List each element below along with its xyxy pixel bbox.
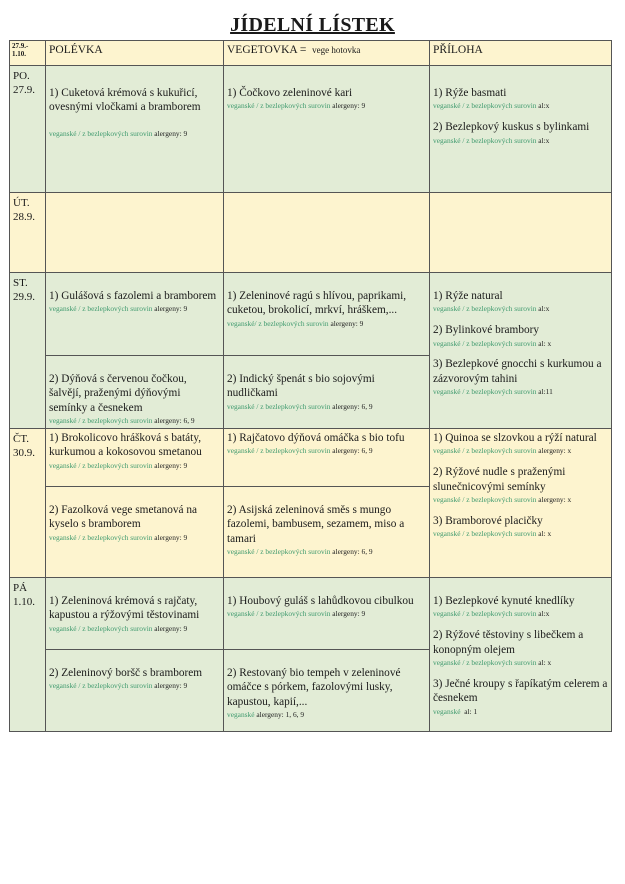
cell-veg bbox=[224, 193, 430, 273]
cell-veg bbox=[224, 578, 430, 650]
vegan-tag: veganské/ z bezlepkových surovin bbox=[227, 318, 329, 328]
vegan-tag: veganské / z bezlepkových surovin bbox=[227, 547, 331, 557]
cell-soup bbox=[46, 487, 224, 578]
day-name: PO. bbox=[13, 70, 30, 82]
side-item bbox=[433, 86, 608, 111]
dish-note bbox=[433, 101, 608, 111]
allergens: al:11 bbox=[538, 387, 553, 397]
vegan-tag: veganské / z bezlepkových surovin bbox=[227, 446, 331, 456]
allergens: alergeny: 9 bbox=[154, 128, 188, 138]
day-label-monday bbox=[10, 66, 46, 193]
vegan-tag: veganské / z bezlepkových surovin bbox=[433, 529, 537, 539]
vegan-tag: veganské / z bezlepkových surovin bbox=[433, 135, 537, 145]
row-tuesday bbox=[10, 193, 612, 273]
day-date: 1.10. bbox=[13, 595, 35, 608]
allergens: al:x bbox=[538, 304, 550, 314]
day-name: ČT. bbox=[13, 433, 29, 445]
vegan-tag: veganské / z bezlepkových surovin bbox=[433, 446, 537, 456]
allergens: alergeny: 6, 9 bbox=[332, 547, 373, 557]
cell-side bbox=[430, 429, 612, 578]
dish-note bbox=[433, 495, 608, 505]
vegan-tag: veganské / z bezlepkových surovin bbox=[49, 532, 153, 542]
cell-soup bbox=[46, 356, 224, 429]
header-veg bbox=[224, 41, 430, 66]
dish-note bbox=[49, 129, 220, 139]
vegan-tag: veganské / z bezlepkových surovin bbox=[49, 416, 153, 426]
vegan-tag: veganské / z bezlepkových surovin bbox=[433, 657, 537, 667]
side-item bbox=[433, 628, 608, 668]
cell-veg bbox=[224, 487, 430, 578]
day-date: 27.9. bbox=[13, 83, 35, 96]
vegan-tag: veganské / z bezlepkových surovin bbox=[49, 460, 153, 470]
cell-side bbox=[430, 193, 612, 273]
vegan-tag: veganské bbox=[227, 710, 255, 720]
dish-name: 1) Rajčatovo dýňová omáčka s bio tofu bbox=[227, 432, 405, 444]
vegan-tag: veganské / z bezlepkových surovin bbox=[49, 623, 153, 633]
cell-soup bbox=[46, 578, 224, 650]
dish-name: 3) Ječné kroupy s řapíkatým celerem a česnekem bbox=[433, 677, 608, 705]
vegan-tag: veganské / z bezlepkových surovin bbox=[433, 304, 537, 314]
allergens: alergeny: 9 bbox=[332, 609, 366, 619]
dish-note bbox=[49, 681, 220, 691]
dish-name: 2) Asijská zeleninová směs s mungo fazolemi, bambusem, sezamem, miso a tamari bbox=[227, 504, 405, 545]
row-thursday-1 bbox=[10, 429, 612, 487]
vegan-tag: veganské / z bezlepkových surovin bbox=[227, 101, 331, 111]
allergens: alergeny: 9 bbox=[154, 460, 188, 470]
vegan-tag: veganské / z bezlepkových surovin bbox=[433, 494, 537, 504]
vegan-tag: veganské / z bezlepkových surovin bbox=[227, 609, 331, 619]
dish-note bbox=[227, 547, 426, 557]
page-title: JÍDELNÍ LÍSTEK bbox=[230, 14, 395, 36]
date-range bbox=[10, 41, 46, 66]
dish-note bbox=[433, 707, 608, 717]
menu-table bbox=[9, 40, 612, 732]
header-soup: POLÉVKA bbox=[46, 41, 224, 66]
dish-note bbox=[227, 319, 426, 329]
cell-soup bbox=[46, 193, 224, 273]
dish-note bbox=[433, 609, 608, 619]
dish-note bbox=[227, 446, 426, 456]
cell-side bbox=[430, 273, 612, 429]
dish-name: 2) Bylinkové brambory bbox=[433, 324, 540, 337]
dish-name: 1) Čočkovo zeleninové kari bbox=[227, 87, 353, 99]
allergens: alergeny: x bbox=[538, 446, 572, 456]
dish-name: 1) Bezlepkové kynuté knedlíky bbox=[433, 595, 575, 607]
allergens: alergeny: 9 bbox=[154, 532, 188, 542]
allergens: al: 1 bbox=[464, 706, 478, 716]
header-row bbox=[10, 41, 612, 66]
day-name: PÁ bbox=[13, 582, 28, 594]
side-item bbox=[433, 289, 608, 314]
dish-name: 2) Restovaný bio tempeh v zeleninové omáčce s pórkem, fazolovými lusky, kapustou, kapií,... bbox=[227, 667, 401, 708]
side-item bbox=[433, 357, 608, 397]
allergens: alergeny: 9 bbox=[330, 318, 364, 328]
dish-note bbox=[49, 533, 220, 543]
cell-veg bbox=[224, 650, 430, 732]
dish-name: 1) Zeleninové ragú s hlívou, paprikami, cuketou, brokolicí, mrkví, hráškem,... bbox=[227, 290, 407, 317]
day-name: ST. bbox=[13, 277, 28, 289]
dish-note bbox=[227, 101, 426, 111]
dish-name: 1) Cuketová krémová s kukuřicí, ovesnými vločkami a bramborem bbox=[49, 87, 201, 114]
dish-name: 1) Quinoa se slzovkou a rýží natural bbox=[433, 432, 597, 444]
vegan-tag: veganské bbox=[433, 706, 461, 716]
vegan-tag: veganské / z bezlepkových surovin bbox=[49, 128, 153, 138]
side-item bbox=[433, 120, 608, 145]
header-side: PŘÍLOHA bbox=[430, 41, 612, 66]
cell-veg bbox=[224, 66, 430, 193]
dish-name: 2) Rýžové nudle s praženými slunečnicovými semínky bbox=[433, 466, 566, 493]
day-name: ÚT. bbox=[13, 197, 30, 209]
dish-name: 1) Gulášová s fazolemi a bramborem bbox=[49, 290, 217, 302]
dish-name: 2) Indický špenát s bio sojovými nudličkami bbox=[227, 373, 375, 400]
dish-name: 2) Rýžové těstoviny s libečkem a konopným olejem bbox=[433, 629, 584, 656]
side-item bbox=[433, 465, 608, 505]
cell-side bbox=[430, 578, 612, 732]
dish-note bbox=[433, 339, 608, 349]
allergens: al: x bbox=[538, 657, 552, 667]
day-label-friday bbox=[10, 578, 46, 732]
dish-name: 3) Bramborové placičky bbox=[433, 514, 543, 527]
day-date: 30.9. bbox=[13, 446, 35, 459]
dish-name: 1) Rýže natural bbox=[433, 290, 503, 302]
dish-note bbox=[433, 387, 608, 397]
dish-note bbox=[227, 402, 426, 412]
date-range-start: 27.9.- bbox=[12, 42, 29, 50]
cell-soup bbox=[46, 650, 224, 732]
dish-note bbox=[433, 658, 608, 668]
vegan-tag: veganské / z bezlepkových surovin bbox=[433, 101, 537, 111]
dish-note bbox=[49, 461, 220, 471]
allergens: alergeny: 1, 6, 9 bbox=[256, 710, 305, 720]
allergens: al:x bbox=[538, 101, 550, 111]
cell-soup bbox=[46, 429, 224, 487]
day-date: 29.9. bbox=[13, 290, 35, 303]
vegan-tag: veganské / z bezlepkových surovin bbox=[433, 338, 537, 348]
allergens: alergeny: 9 bbox=[154, 681, 188, 691]
dish-name: 2) Zeleninový boršč s bramborem bbox=[49, 667, 203, 679]
day-date: 28.9. bbox=[13, 210, 35, 223]
dish-note bbox=[433, 136, 608, 146]
dish-name: 2) Bezlepkový kuskus s bylinkami bbox=[433, 121, 590, 134]
dish-note bbox=[49, 624, 220, 634]
dish-name: 1) Brokolicovo hrášková s batáty, kurkumou a kokosovou smetanou bbox=[49, 432, 202, 459]
cell-side bbox=[430, 66, 612, 193]
side-item bbox=[433, 677, 608, 717]
dish-name: 1) Rýže basmati bbox=[433, 87, 507, 99]
allergens: alergeny: 6, 9 bbox=[332, 401, 373, 411]
dish-name: 3) Bezlepkové gnocchi s kurkumou a zázvorovým tahini bbox=[433, 358, 602, 385]
vegan-tag: veganské / z bezlepkových surovin bbox=[49, 681, 153, 691]
row-monday bbox=[10, 66, 612, 193]
day-label-wednesday bbox=[10, 273, 46, 429]
dish-name: 2) Fazolková vege smetanová na kyselo s bramborem bbox=[49, 504, 198, 531]
allergens: al:x bbox=[538, 609, 550, 619]
allergens: al: x bbox=[538, 529, 552, 539]
cell-veg bbox=[224, 429, 430, 487]
vegan-tag: veganské / z bezlepkových surovin bbox=[433, 609, 537, 619]
allergens: alergeny: 6, 9 bbox=[332, 446, 373, 456]
day-label-thursday bbox=[10, 429, 46, 578]
cell-veg bbox=[224, 273, 430, 356]
side-item bbox=[433, 431, 608, 456]
header-veg-label: VEGETOVKA = bbox=[227, 44, 307, 56]
dish-note bbox=[49, 304, 220, 314]
allergens: alergeny: 9 bbox=[332, 101, 366, 111]
allergens: al:x bbox=[538, 135, 550, 145]
dish-name: 2) Dýňová s červenou čočkou, šalvějí, praženými dýňovými semínky a česnekem bbox=[49, 373, 187, 414]
dish-note bbox=[433, 446, 608, 456]
allergens: alergeny: 6, 9 bbox=[154, 416, 195, 426]
vegan-tag: veganské / z bezlepkových surovin bbox=[227, 401, 331, 411]
allergens: alergeny: 9 bbox=[154, 623, 188, 633]
side-item bbox=[433, 594, 608, 619]
side-item bbox=[433, 323, 608, 348]
cell-soup bbox=[46, 66, 224, 193]
dish-note bbox=[433, 529, 608, 539]
vegan-tag: veganské / z bezlepkových surovin bbox=[433, 387, 537, 397]
allergens: alergeny: x bbox=[538, 494, 572, 504]
dish-name: 1) Zeleninová krémová s rajčaty, kapustou a rýžovými těstovinami bbox=[49, 595, 200, 622]
row-wednesday-1 bbox=[10, 273, 612, 356]
dish-note bbox=[433, 304, 608, 314]
row-friday-1 bbox=[10, 578, 612, 650]
allergens: al: x bbox=[538, 338, 552, 348]
cell-veg bbox=[224, 356, 430, 429]
dish-note bbox=[227, 609, 426, 619]
allergens: alergeny: 9 bbox=[154, 304, 188, 314]
date-range-end: 1.10. bbox=[12, 49, 26, 58]
vegan-tag: veganské / z bezlepkových surovin bbox=[49, 304, 153, 314]
dish-name: 1) Houbový guláš s lahůdkovou cibulkou bbox=[227, 595, 414, 607]
side-item bbox=[433, 514, 608, 539]
header-veg-note: vege hotovka bbox=[312, 45, 361, 55]
cell-soup bbox=[46, 273, 224, 356]
dish-note bbox=[49, 416, 220, 426]
day-label-tuesday bbox=[10, 193, 46, 273]
dish-note bbox=[227, 710, 426, 720]
